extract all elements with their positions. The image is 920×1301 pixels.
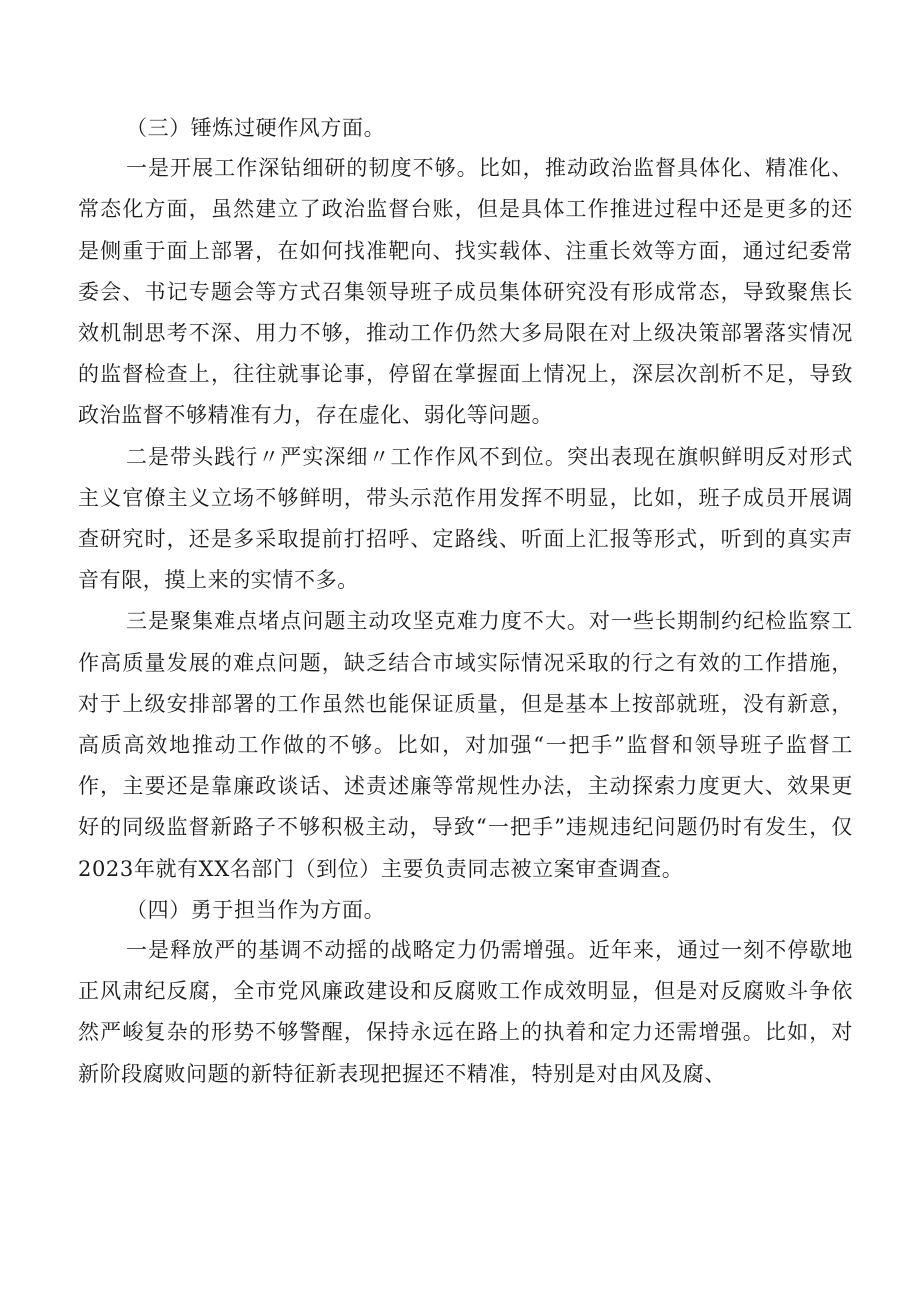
document-body	[78, 108, 853, 1095]
paragraph-1: 一是开展工作深钻细研的韧度不够。比如，推动政治监督具体化、精准化、常态化方面，虽然建立了政治监督台账，但是具体工作推进过程中还是更多的还是侧重于面上部署，在如何找准靶向、找实载体、注重长效等方面，通过纪委常委会、书记专题会等方式召集领导班子成员集体研究没有形成常态，导致聚焦长效机制思考不深、用力不够，推动工作仍然大多局限在对上级决策部署落实情况的监督检查上，往往就事论事，停留在掌握面上情况上，深层次剖析不足，导致政治监督不够精准有力，存在虚化、弱化等问题。	[78, 156, 853, 428]
paragraph-2: 二是带头践行〃严实深细〃工作作风不到位。突出表现在旗帜鲜明反对形式主义官僚主义立场不够鲜明，带头示范作用发挥不明显，比如，班子成员开展调查研究时，还是多采取提前打招呼、定路线、听面上汇报等形式，听到的真实声音有限，摸上来的实情不多。	[78, 444, 853, 593]
section-heading-4: （四）勇于担当作为方面。	[126, 897, 386, 922]
paragraph-3: 三是聚集难点堵点问题主动攻坚克难力度不大。对一些长期制约纪检监察工作高质量发展的难点问题，缺乏结合市域实际情况采取的行之有效的工作措施，对于上级安排部署的工作虽然也能保证质量，但是基本上按部就班，没有新意，高质高效地推动工作做的不够。比如，对加强“一把手”监督和领导班子监督工作，主要还是靠廉政谈话、述责述廉等常规性办法，主动探索力度更大、效果更好的同级监督新路子不够积极主动，导致“一把手”违规违纪问题仍时有发生，仅2023年就有XX名部门（到位）主要负责同志被立案审查调查。	[78, 609, 853, 881]
paragraph-4: 一是释放严的基调不动摇的战略定力仍需增强。近年来，通过一刻不停歇地正风肃纪反腐，全市党风廉政建设和反腐败工作成效明显，但是对反腐败斗争依然严峻复杂的形势不够警醒，保持永远在路上的执着和定力还需增强。比如，对新阶段腐败问题的新特征新表现把握还不精准，特别是对由风及腐、	[78, 938, 853, 1086]
section-heading-3: （三）锤炼过硬作风方面。	[126, 116, 386, 140]
